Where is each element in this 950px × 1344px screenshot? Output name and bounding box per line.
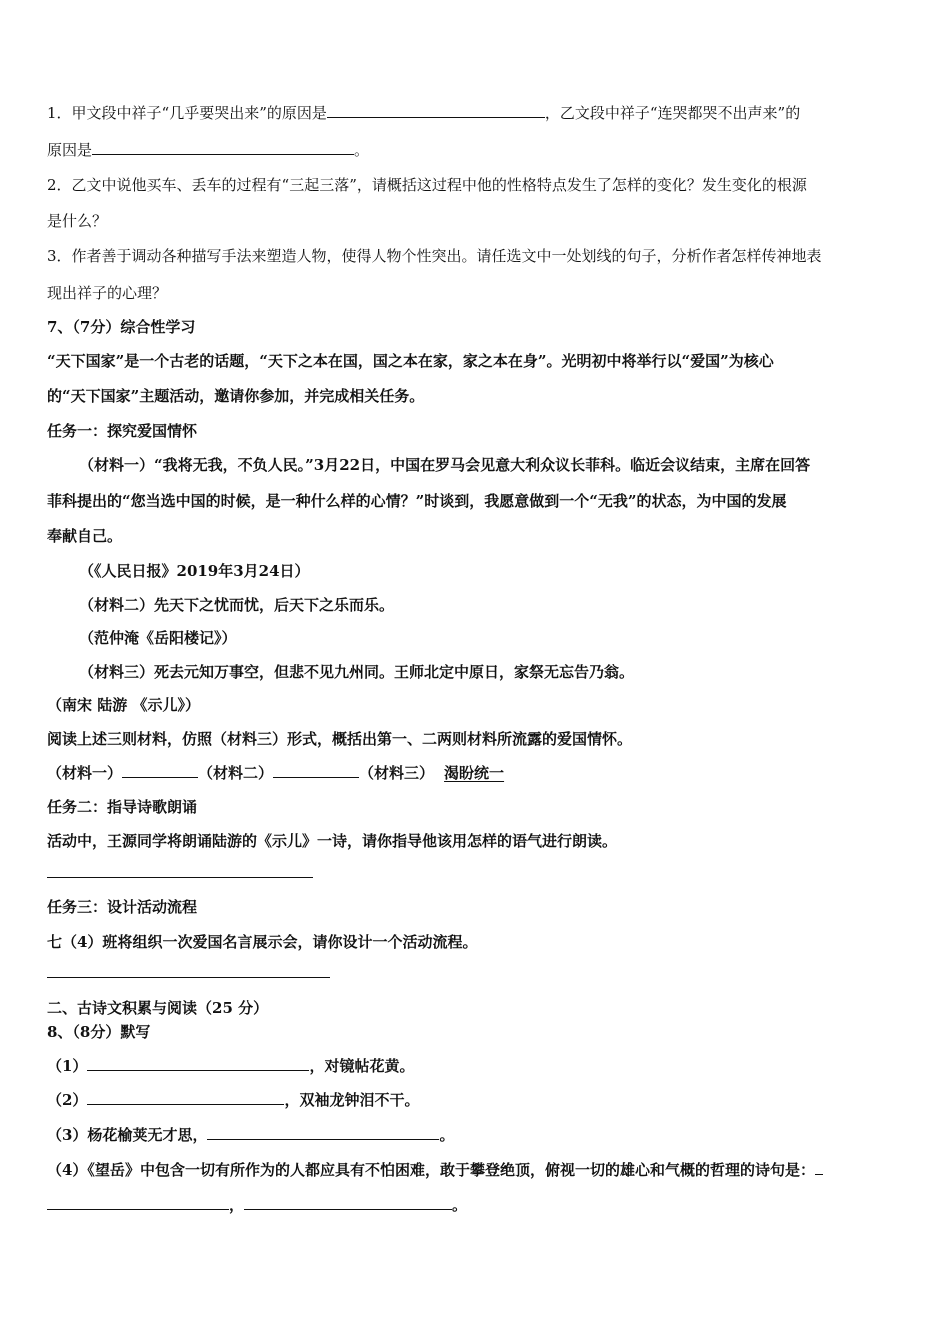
section-2-heading: 二、古诗文积累与阅读（25 分） bbox=[47, 999, 269, 1017]
task-1-heading: 任务一：探究爱国情怀 bbox=[47, 422, 198, 440]
answer-blank[interactable] bbox=[273, 763, 359, 778]
task-2-heading: 任务二：指导诗歌朗诵 bbox=[47, 798, 198, 816]
q6-item-2-line-1: 2．乙文中说他买车、丢车的过程有“三起三落”，请概括这过程中他的性格特点发生了怎样的变化？发生变化的根源 bbox=[47, 176, 807, 194]
task-1-question: 阅读上述三则材料，仿照（材料三）形式，概括出第一、二两则材料所流露的爱国情怀。 bbox=[47, 730, 633, 748]
recite-item-1: （1） ，对镜帖花黄。 bbox=[47, 1057, 415, 1075]
q6-item-3-line-1: 3．作者善于调动各种描写手法来塑造人物，使得人物个性突出。请任选文中一处划线的句子，分析作者怎样传神地表 bbox=[47, 247, 822, 265]
q6-item-2-line-2: 是什么？ bbox=[47, 212, 108, 230]
task-2-answer-line[interactable] bbox=[47, 877, 313, 878]
q7-heading: 7、（7分）综合性学习 bbox=[47, 318, 196, 336]
task-1-fill-line: （材料一） （材料二） （材料三） 渴盼统一 bbox=[47, 762, 514, 783]
answer-blank[interactable] bbox=[122, 763, 198, 778]
material-3-answer: 渴盼统一 bbox=[444, 764, 505, 782]
q8-heading: 8、（8分）默写 bbox=[47, 1023, 151, 1041]
material-3-source: （南宋 陆游 《示儿》） bbox=[47, 696, 200, 714]
task-3-answer-line[interactable] bbox=[47, 977, 330, 978]
q6-item-3-line-2: 现出祥子的心理？ bbox=[47, 284, 168, 302]
recite-item-4-line-2: ， 。 bbox=[47, 1194, 467, 1215]
q7-intro-line-1: “天下国家”是一个古老的话题，“天下之本在国，国之本在家，家之本在身”。光明初中将举行以“爱国”为核心 bbox=[47, 352, 774, 370]
recite-item-4-line-1: （4）《望岳》中包含一切有所作为的人都应具有不怕困难，敢于攀登绝顶，俯视一切的雄心和气概的哲理的诗句是： bbox=[47, 1159, 823, 1180]
material-3: （材料三）死去元知万事空，但悲不见九州同。王师北定中原日，家祭无忘告乃翁。 bbox=[79, 663, 635, 681]
material-1-line-2: 菲科提出的“您当选中国的时候，是一种什么样的心情？”时谈到，我愿意做到一个“无我”的状态，为中国的发展 bbox=[47, 492, 787, 510]
recite-item-2: （2） ，双袖龙钟泪不干。 bbox=[47, 1091, 420, 1109]
answer-blank[interactable] bbox=[87, 1090, 284, 1105]
answer-blank[interactable] bbox=[87, 1056, 309, 1071]
answer-blank[interactable] bbox=[327, 103, 545, 118]
q7-intro-line-2: 的“天下国家”主题活动，邀请你参加，并完成相关任务。 bbox=[47, 387, 425, 405]
answer-blank[interactable] bbox=[207, 1125, 439, 1140]
task-2-question: 活动中，王源同学将朗诵陆游的《示儿》一诗，请你指导他该用怎样的语气进行朗读。 bbox=[47, 832, 618, 850]
answer-blank[interactable] bbox=[47, 1195, 229, 1210]
task-3-heading: 任务三：设计活动流程 bbox=[47, 898, 198, 916]
material-1-line-1: （材料一）“我将无我，不负人民。”3月22日，中国在罗马会见意大利众议长菲科。临近会议结束，主席在回答 bbox=[79, 456, 811, 474]
recite-item-3: （3）杨花榆荚无才思， 。 bbox=[47, 1126, 455, 1144]
task-3-question: 七（4）班将组织一次爱国名言展示会，请你设计一个活动流程。 bbox=[47, 933, 478, 951]
answer-blank[interactable] bbox=[244, 1195, 452, 1210]
material-1-source: （《人民日报》2019年3月24日） bbox=[79, 562, 310, 580]
material-2-source: （范仲淹《岳阳楼记》） bbox=[79, 629, 237, 647]
q6-item-1-line-2: 原因是 。 bbox=[47, 141, 370, 159]
answer-blank[interactable] bbox=[815, 1160, 823, 1175]
material-1-line-3: 奉献自己。 bbox=[47, 527, 123, 545]
q6-item-1-line-1: 1．甲文段中祥子“几乎要哭出来”的原因是 ，乙文段中祥子“连哭都哭不出声来”的 bbox=[47, 104, 801, 122]
answer-blank[interactable] bbox=[92, 140, 354, 155]
material-2: （材料二）先天下之忧而忧，后天下之乐而乐。 bbox=[79, 596, 395, 614]
